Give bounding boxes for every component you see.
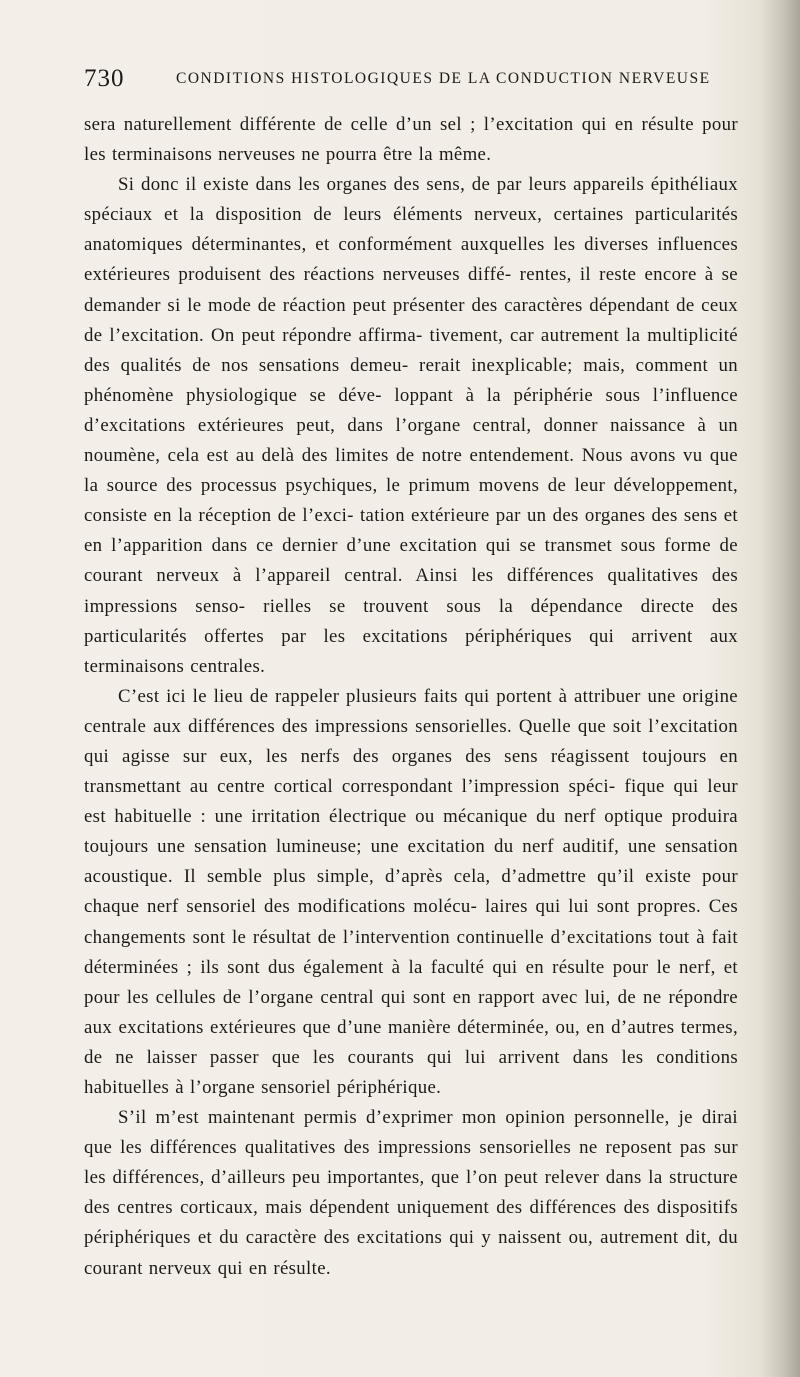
paragraph-3: C’est ici le lieu de rappeler plusieurs faits qui portent à attribuer une origine centrale aux différences des impressions sensorielles. Quelle que soit l’excitation qui agisse sur eux, les nerfs des organes des sens réagissent toujours en transmettant au centre cortical correspondant l’impression spéci- fique qui leur est habituelle : une irritation électrique ou mécanique du nerf optique produira toujours une sensation lumineuse; une excitation du nerf auditif, une sensation acoustique. Il semble plus simple, d’après cela, d’admettre qu’il existe pour chaque nerf sensoriel des modifications molécu- laires qui lui sont propres. Ces changements sont le résultat de l’intervention continuelle d’excitations tout à fait déterminées ; ils sont dus également à la faculté qui en résulte pour le nerf, et pour les cellules de l’organe central qui sont en rapport avec lui, de ne répondre aux excitations extérieures que d’une manière déterminée, ou, en d’autres termes, de ne laisser passer que les courants qui lui arrivent dans les conditions habituelles à l’organe sensoriel périphérique. [84,685,738,1098]
paragraph-1: sera naturellement différente de celle d’un sel ; l’excitation qui en résulte pour les terminaisons nerveuses ne pourra être la même. [84,114,738,166]
paragraph-4: S’il m’est maintenant permis d’exprimer mon opinion personnelle, je dirai que les différences qualitatives des impressions sensorielles ne reposent pas sur les différences, d’ailleurs peu importantes, que l’on peut relever dans la structure des centres corticaux, mais dépendent uniquement des différences des dispositifs périphériques et du caractère des excitations qui y naissent ou, autrement dit, du courant nerveux qui en résulte. [84,1107,738,1279]
paragraph-2: Si donc il existe dans les organes des sens, de par leurs appareils épithéliaux spéciaux et la disposition de leurs éléments nerveux, certaines particularités anatomiques déterminantes, et conformément auxquelles les diverses influences extérieures produisent des réactions nerveuses diffé- rentes, il reste encore à se demander si le mode de réaction peut présenter des caractères dépendant de ceux de l’excitation. On peut répondre affirma- tivement, car autrement la multiplicité des qualités de nos sensations demeu- rerait inexplicable; mais, comment un phénomène physiologique se déve- loppant à la périphérie sous l’influence d’excitations extérieures peut, dans l’organe central, donner naissance à un noumène, cela est au delà des limites de notre entendement. Nous avons vu que la source des processus psychiques, le primum movens de leur développement, consiste en la réception de l’exci- tation extérieure par un des organes des sens et en l’apparition dans ce dernier d’une excitation qui se transmet sous forme de courant nerveux à l’appareil central. Ainsi les différences qualitatives des impressions senso- rielles se trouvent sous la dépendance directe des particularités offertes par les excitations périphériques qui arrivent aux terminaisons centrales. [84,174,738,677]
body-text [84,110,738,1284]
page-number: 730 [84,65,125,92]
page-header [84,64,744,94]
page-edge-shadow [760,0,800,1377]
running-head: CONDITIONS HISTOLOGIQUES DE LA CONDUCTION NERVEUSE [176,70,711,87]
